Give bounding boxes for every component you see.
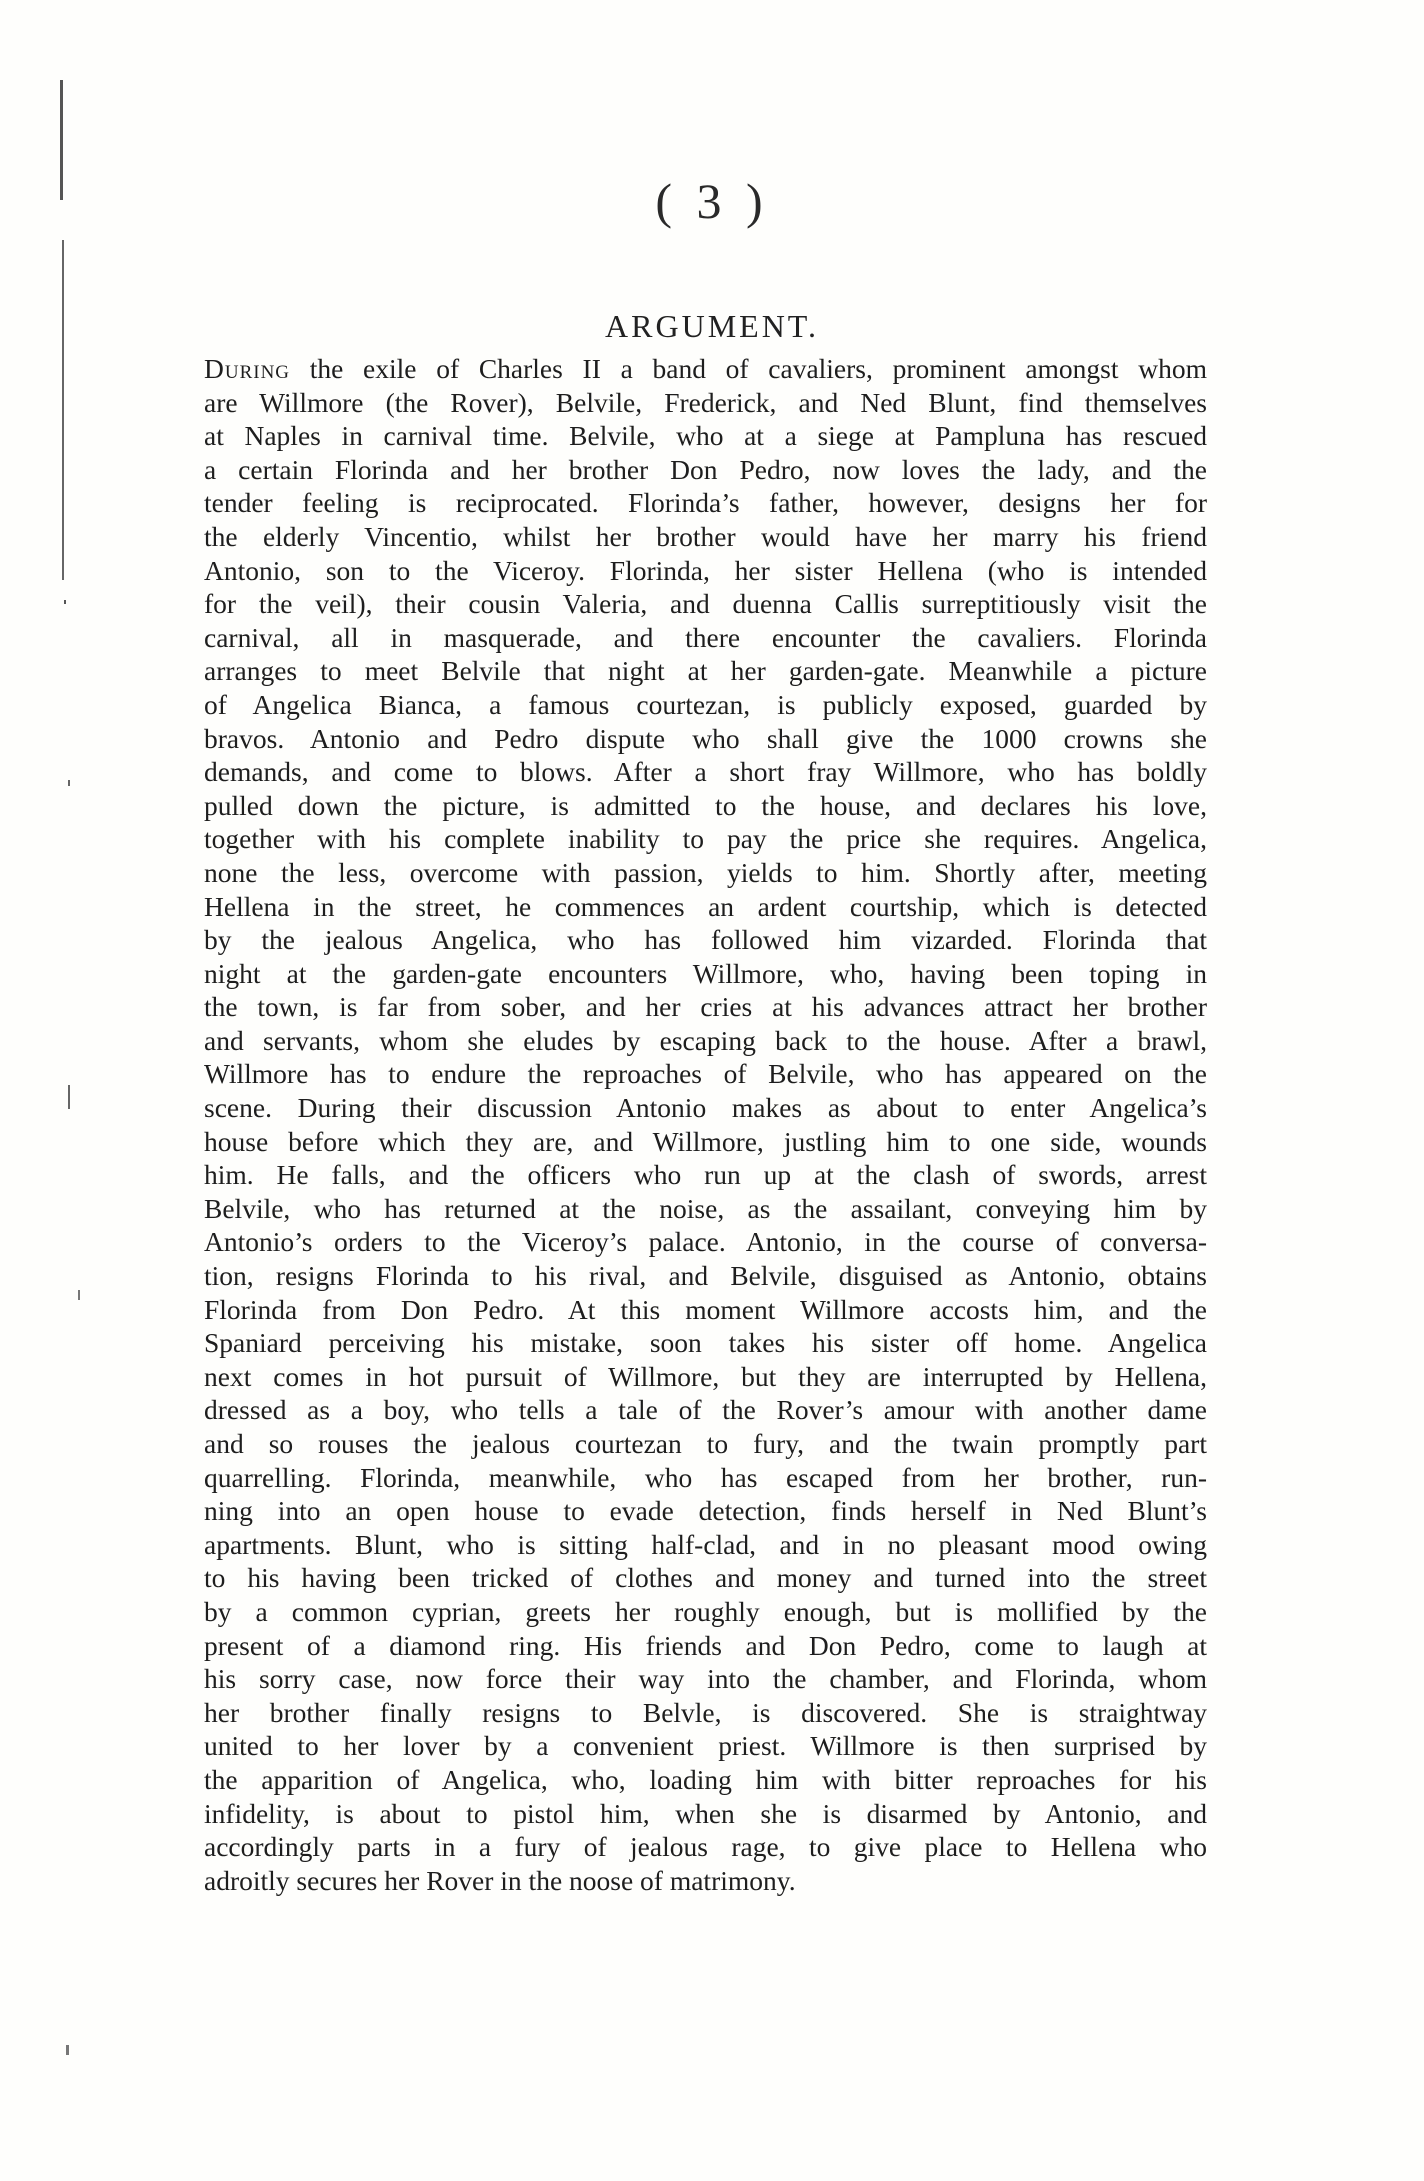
text-line: Antonio’s orders to the Viceroy’s palace. Antonio, in the course of conversa- <box>204 1226 1207 1258</box>
text-line: the elderly Vincentio, whilst her brother would have her marry his friend <box>204 520 1207 552</box>
text-line: bravos. Antonio and Pedro dispute who shall give the 1000 crowns she <box>204 722 1207 754</box>
text-line: Spaniard perceiving his mistake, soon takes his sister off home. Angelica <box>204 1327 1207 1359</box>
text-line: tender feeling is reciprocated. Florinda’s father, however, designs her for <box>204 487 1207 519</box>
text-line: the town, is far from sober, and her cries at his advances attract her brother <box>204 991 1207 1023</box>
text-line: a certain Florinda and her brother Don Pedro, now loves the lady, and the <box>204 453 1207 485</box>
binding-mark <box>78 1290 80 1300</box>
text-line: demands, and come to blows. After a short fray Willmore, who has boldly <box>204 756 1207 788</box>
text-line: night at the garden-gate encounters Willmore, who, having been toping in <box>204 957 1207 989</box>
text-line: the apparition of Angelica, who, loading him with bitter reproaches for his <box>204 1763 1207 1795</box>
text-line: present of a diamond ring. His friends and Don Pedro, come to laugh at <box>204 1629 1207 1661</box>
text-line: Antonio, son to the Viceroy. Florinda, her sister Hellena (who is intended <box>204 554 1207 586</box>
text-line: united to her lover by a convenient priest. Willmore is then surprised by <box>204 1730 1207 1762</box>
text-line: arranges to meet Belvile that night at her garden-gate. Meanwhile a picture <box>204 655 1207 687</box>
text-line: her brother finally resigns to Belvle, is discovered. She is straightway <box>204 1696 1207 1728</box>
text-line: him. He falls, and the officers who run up at the clash of swords, arrest <box>204 1159 1207 1191</box>
binding-mark <box>62 240 64 580</box>
text-line: adroitly secures her Rover in the noose of matrimony. <box>204 1864 796 1896</box>
text-line: to his having been tricked of clothes and money and turned into the street <box>204 1562 1207 1594</box>
text-line: by a common cyprian, greets her roughly enough, but is mollified by the <box>204 1595 1207 1627</box>
text-line: Florinda from Don Pedro. At this moment Willmore accosts him, and the <box>204 1293 1207 1325</box>
text-line: are Willmore (the Rover), Belvile, Frederick, and Ned Blunt, find themselves <box>204 386 1207 418</box>
binding-mark <box>64 600 66 604</box>
text-line: none the less, overcome with passion, yields to him. Shortly after, meeting <box>204 856 1207 888</box>
text-line: by the jealous Angelica, who has followed him vizarded. Florinda that <box>204 924 1207 956</box>
text-line: his sorry case, now force their way into the chamber, and Florinda, whom <box>204 1663 1207 1695</box>
text-line: ning into an open house to evade detection, finds herself in Ned Blunt’s <box>204 1495 1207 1527</box>
text-line: dressed as a boy, who tells a tale of the Rover’s amour with another dame <box>204 1394 1207 1426</box>
drop-word: During <box>204 353 291 384</box>
line-rest: the exile of Charles II a band of cavaliers, prominent amongst whom <box>290 353 1207 384</box>
text-line: scene. During their discussion Antonio makes as about to enter Angelica’s <box>204 1092 1207 1124</box>
text-line: Hellena in the street, he commences an ardent courtship, which is detected <box>204 890 1207 922</box>
text-line: accordingly parts in a fury of jealous rage, to give place to Hellena who <box>204 1831 1207 1863</box>
binding-mark <box>66 2045 69 2055</box>
text-line: of Angelica Bianca, a famous courtezan, is publicly exposed, guarded by <box>204 688 1207 720</box>
text-line: and servants, whom she eludes by escaping back to the house. After a brawl, <box>204 1024 1207 1056</box>
text-line: pulled down the picture, is admitted to the house, and declares his love, <box>204 789 1207 821</box>
text-line: and so rouses the jealous courtezan to fury, and the twain promptly part <box>204 1428 1207 1459</box>
argument-paragraph <box>204 352 1207 1897</box>
text-line: next comes in hot pursuit of Willmore, but they are interrupted by Hellena, <box>204 1360 1207 1392</box>
binding-mark <box>68 780 70 786</box>
text-line: apartments. Blunt, who is sitting half-clad, and in no pleasant mood owing <box>204 1528 1207 1560</box>
text-line: house before which they are, and Willmore, justling him to one side, wounds <box>204 1125 1207 1157</box>
text-line: together with his complete inability to pay the price she requires. Angelica, <box>204 823 1207 855</box>
binding-mark <box>68 1085 70 1109</box>
text-line: for the veil), their cousin Valeria, and duenna Callis surreptitiously visit the <box>204 588 1207 620</box>
text-line: quarrelling. Florinda, meanwhile, who has escaped from her brother, run- <box>204 1461 1207 1493</box>
text-line: tion, resigns Florinda to his rival, and Belvile, disguised as Antonio, obtains <box>204 1260 1207 1292</box>
text-line: at Naples in carnival time. Belvile, who at a siege at Pampluna has rescued <box>204 420 1207 452</box>
section-heading: ARGUMENT. <box>605 308 819 344</box>
text-line: Willmore has to endure the reproaches of Belvile, who has appeared on the <box>204 1058 1207 1090</box>
text-line: infidelity, is about to pistol him, when she is disarmed by Antonio, and <box>204 1797 1207 1829</box>
text-line <box>204 352 1207 386</box>
page-number: ( 3 ) <box>655 173 769 229</box>
text-line: carnival, all in masquerade, and there encounter the cavaliers. Florinda <box>204 621 1207 653</box>
text-line: Belvile, who has returned at the noise, as the assailant, conveying him by <box>204 1192 1207 1224</box>
